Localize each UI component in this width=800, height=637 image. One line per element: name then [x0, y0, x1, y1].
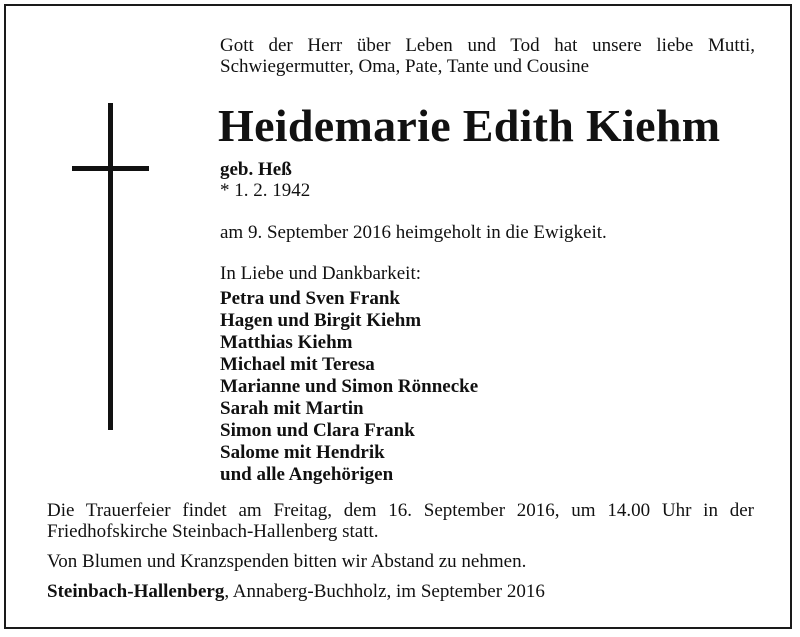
cross-icon-bar [72, 166, 149, 171]
cross-icon [108, 103, 113, 430]
service-info: Die Trauerfeier findet am Freitag, dem 16. September 2016, um 14.00 Uhr in der Friedhofskirche Steinbach-Hallenberg statt. [47, 500, 754, 542]
mourner-item: und alle Angehörigen [220, 464, 394, 485]
thanks-line: In Liebe und Dankbarkeit: [220, 263, 422, 284]
mourner-item: Sarah mit Martin [220, 398, 364, 419]
mourner-item: Petra und Sven Frank [220, 288, 400, 309]
mourner-item: Marianne und Simon Rönnecke [220, 376, 479, 397]
deceased-name: Heidemarie Edith Kiehm [218, 100, 721, 151]
flowers-note: Von Blumen und Kranzspenden bitten wir Abstand zu nehmen. [47, 551, 527, 572]
mourner-item: Simon und Clara Frank [220, 420, 415, 441]
mourner-item: Michael mit Teresa [220, 354, 375, 375]
mourner-item: Matthias Kiehm [220, 332, 353, 353]
intro-text: Gott der Herr über Leben und Tod hat unsere liebe Mutti, Schwiegermutter, Oma, Pate, Tante und Cousine [220, 35, 755, 77]
birth-name: geb. Heß [220, 159, 292, 180]
place-date-line [47, 581, 754, 602]
mourner-item: Salome mit Hendrik [220, 442, 385, 463]
mourner-item: Hagen und Birgit Kiehm [220, 310, 422, 331]
place-primary: Steinbach-Hallenberg [47, 581, 225, 602]
birth-date: * 1. 2. 1942 [220, 180, 311, 201]
death-line: am 9. September 2016 heimgeholt in die Ewigkeit. [220, 222, 607, 243]
mourners-list [220, 288, 478, 486]
place-rest: , Annaberg-Buchholz, im September 2016 [224, 581, 545, 602]
